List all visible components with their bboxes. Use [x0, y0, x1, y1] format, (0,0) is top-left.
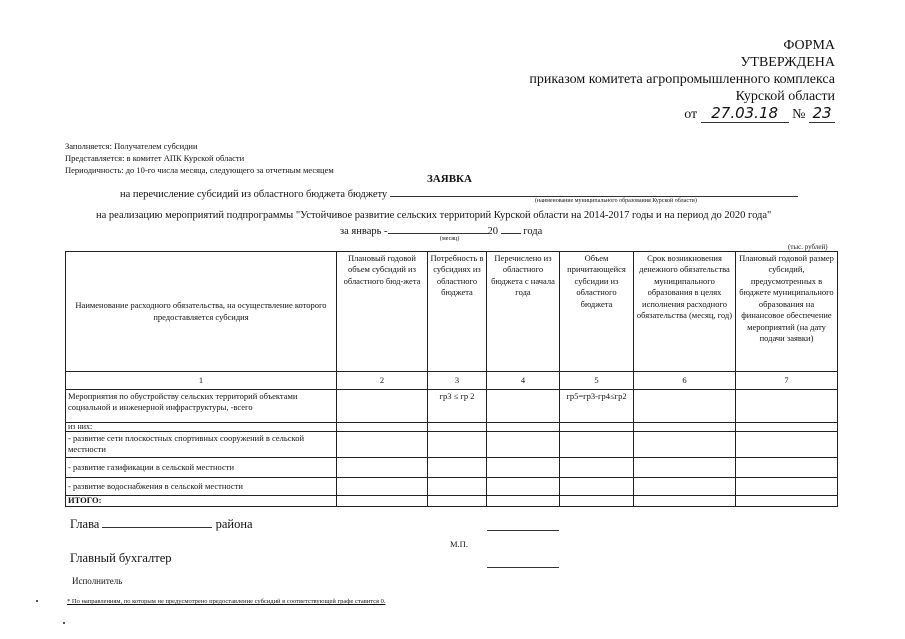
region-text: Курской области — [735, 89, 835, 104]
executor-label: Исполнитель — [72, 576, 123, 586]
col-number: 2 — [337, 372, 428, 390]
cell-term[interactable] — [634, 390, 736, 423]
submitted-to: Представляется: в комитет АПК Курской области — [65, 153, 245, 163]
cell[interactable] — [428, 423, 487, 432]
head-suffix: района — [215, 517, 253, 531]
document-title: ЗАЯВКА — [427, 173, 472, 185]
accountant-sign-line[interactable] — [487, 557, 559, 568]
cell[interactable] — [560, 495, 634, 506]
cell[interactable] — [560, 432, 634, 458]
col-number: 1 — [66, 372, 337, 390]
cell[interactable] — [487, 457, 560, 477]
table-row — [66, 390, 838, 423]
municipality-blank[interactable] — [390, 186, 798, 197]
filled-by: Заполняется: Получателем субсидии — [65, 141, 198, 151]
cell[interactable] — [736, 477, 838, 495]
cell[interactable] — [487, 423, 560, 432]
header-transferred: Перечислено из областного бюджета с начала года — [487, 252, 560, 372]
cell-planned[interactable] — [337, 390, 428, 423]
row-name: - развитие сети плоскостных спортивных сооружений в сельской местности — [66, 432, 337, 458]
col-number: 7 — [736, 372, 838, 390]
table-row — [66, 432, 838, 458]
year-blank[interactable] — [501, 223, 521, 234]
row-name: из них: — [66, 423, 337, 432]
col-number: 5 — [560, 372, 634, 390]
col-number: 3 — [428, 372, 487, 390]
period-line — [340, 223, 542, 237]
cell[interactable] — [428, 477, 487, 495]
scan-speck — [36, 600, 38, 602]
cell[interactable] — [560, 423, 634, 432]
month-caption: (месяц) — [440, 236, 460, 242]
cell-municipal[interactable] — [736, 390, 838, 423]
cell[interactable] — [428, 457, 487, 477]
cell[interactable] — [736, 423, 838, 432]
cell[interactable] — [337, 495, 428, 506]
cell[interactable] — [337, 477, 428, 495]
cell[interactable] — [337, 432, 428, 458]
head-name-blank[interactable] — [102, 515, 212, 528]
head-label: Глава — [70, 517, 100, 531]
row-name: - развитие водоснабжения в сельской местности — [66, 477, 337, 495]
from-label: от — [684, 107, 698, 122]
cell[interactable] — [634, 495, 736, 506]
cell[interactable] — [487, 477, 560, 495]
period-suffix: года — [523, 226, 543, 237]
cell[interactable] — [487, 495, 560, 506]
handwritten-number: 23 — [809, 104, 835, 123]
total-label: ИТОГО: — [66, 495, 337, 506]
table-row — [66, 477, 838, 495]
footnote: * По направлениям, по которым не предусмотрено предоставление субсидий в соответствующей графе ставится 0. — [67, 598, 386, 605]
header-expense: Наименование расходного обязательства, на осуществление которого предоставляется субсидия — [66, 252, 337, 372]
scan-speck — [63, 622, 65, 624]
cell-transferred[interactable] — [487, 390, 560, 423]
transfer-text: на перечисление субсидий из областного бюджета бюджету — [120, 189, 388, 200]
header-obligation-term: Срок возникновения денежного обязательства муниципального образования в целях исполнения расходного обязательства (месяц, год) — [634, 252, 736, 372]
cell[interactable] — [428, 432, 487, 458]
table-row — [66, 457, 838, 477]
header-municipal-budget: Плановый годовой размер субсидий, предусмотренных в бюджете муниципального образования на финансовое обеспечение мероприятий (на дату подачи заявки) — [736, 252, 838, 372]
cell-formula-due: гр5=гр3-гр4≤гр2 — [560, 390, 634, 423]
cell[interactable] — [337, 457, 428, 477]
cell[interactable] — [736, 457, 838, 477]
form-label: ФОРМА — [783, 38, 835, 53]
municipality-caption: (наименование муниципального образования Курской области) — [535, 198, 697, 204]
cell[interactable] — [560, 457, 634, 477]
cell-formula-need: гр3 ≤ гр 2 — [428, 390, 487, 423]
month-blank[interactable] — [388, 223, 488, 234]
order-date-number — [684, 104, 835, 123]
order-text: приказом комитета агропромышленного комплекса — [529, 72, 835, 87]
column-number-row — [66, 372, 838, 390]
cell[interactable] — [736, 432, 838, 458]
header-planned-volume: Плановый годовой объем субсидий из областного бюд-жета — [337, 252, 428, 372]
stamp-label: М.П. — [450, 539, 468, 549]
cell[interactable] — [736, 495, 838, 506]
total-row — [66, 495, 838, 506]
subsidy-table — [65, 251, 838, 507]
col-number: 6 — [634, 372, 736, 390]
header-due: Объем причитающейся субсидии из областного бюджета — [560, 252, 634, 372]
number-label: № — [792, 107, 806, 122]
cell[interactable] — [487, 432, 560, 458]
cell[interactable] — [634, 477, 736, 495]
col-number: 4 — [487, 372, 560, 390]
units-label: (тыс. рублей) — [788, 243, 828, 251]
row-name: - развитие газификации в сельской местности — [66, 457, 337, 477]
cell[interactable] — [634, 423, 736, 432]
accountant-label: Главный бухгалтер — [70, 551, 172, 565]
periodicity: Периодичность: до 10-го числа месяца, следующего за отчетным месяцем — [65, 165, 334, 175]
cell[interactable] — [634, 432, 736, 458]
period-prefix: за январь - — [340, 226, 388, 237]
cell[interactable] — [428, 495, 487, 506]
row-name: Мероприятия по обустройству сельских территорий объектами социальной и инженерной инфраструктуры, -всего — [66, 390, 337, 423]
cell[interactable] — [337, 423, 428, 432]
table-row — [66, 423, 838, 432]
head-signature — [70, 515, 253, 532]
handwritten-date: 27.03.18 — [701, 104, 789, 123]
header-need: Потребность в субсидиях из областного бюджета — [428, 252, 487, 372]
header-row — [66, 252, 838, 372]
head-sign-line[interactable] — [487, 520, 559, 531]
cell[interactable] — [634, 457, 736, 477]
program-line: на реализацию мероприятий подпрограммы "Устойчивое развитие сельских территорий Курской области на 2014-2017 годы и на период до 2020 года" — [96, 210, 772, 221]
period-year: 20 — [487, 226, 499, 237]
cell[interactable] — [560, 477, 634, 495]
approved-label: УТВЕРЖДЕНА — [740, 55, 835, 70]
